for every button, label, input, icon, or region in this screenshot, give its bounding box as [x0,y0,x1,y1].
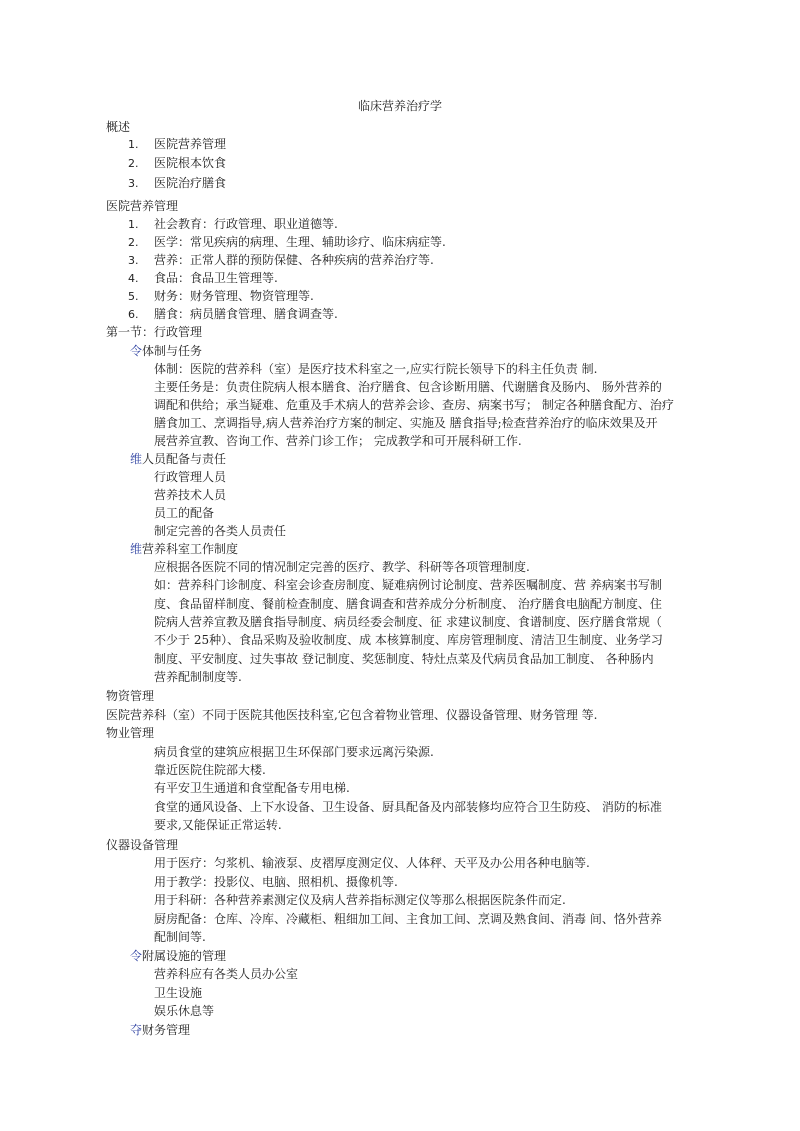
item-number: 5. [128,290,139,303]
bullet-glyph: 令 [130,949,143,963]
bullet-glyph: 令 [130,344,143,358]
bullet-glyph: 夺 [130,1023,143,1037]
body-line: 员工的配备 [154,506,215,520]
body-line: 院病人营养宣教及膳食指导制度、病员经委会制度、征 求建议制度、食谱制度、医疗膳食常规（ [154,615,662,629]
bullet-glyph: 维 [130,452,143,466]
body-line: 靠近医院住院部大楼. [154,763,266,777]
subsection-heading [130,1022,190,1038]
body-line: 有平安卫生通道和食堂配备专用电梯. [154,781,350,795]
management-item [128,252,434,269]
body-line: 要求,又能保证正常运转. [154,818,282,832]
body-line: 制定完善的各类人员责任 [154,524,287,538]
subsection-heading [130,541,238,557]
section-heading: 物资管理 [106,689,155,703]
body-line: 用于医疗：匀浆机、输液泵、皮褶厚度测定仪、人体秤、天平及办公用各种电脑等. [154,856,590,870]
body-line: 娱乐休息等 [154,1004,215,1018]
body-line: 主要任务是：负责住院病人根本膳食、治疗膳食、包含诊断用膳、代谢膳食及肠内、 肠外营养的 [154,380,662,394]
body-line: 病员食堂的建筑应根据卫生环保部门要求远离污染源. [154,745,434,759]
section-heading: 物业管理 [106,726,155,740]
body-line: 营养科应有各类人员办公室 [154,967,299,981]
body-line: 展营养宣教、咨询工作、营养门诊工作； 完成教学和可开展科研工作. [154,434,522,448]
body-line: 食堂的通风设备、上下水设备、卫生设备、厨具配备及内部装修均应符合卫生防疫、 消防的标准 [154,800,662,814]
overview-heading: 概述 [106,120,131,134]
management-heading: 医院营养管理 [106,199,179,213]
overview-item [128,155,226,172]
item-number: 3. [128,254,139,267]
subsection-title: 体制与任务 [142,344,203,358]
item-number: 2. [128,157,139,170]
item-text: 医院根本饮食 [154,156,227,170]
subsection-title: 财务管理 [142,1023,191,1037]
item-number: 3. [128,177,139,190]
body-line: 医院营养科（室）不同于医院其他医技科室,它包含着物业管理、仪器设备管理、财务管理 等. [106,708,598,722]
item-number: 2. [128,236,139,249]
body-line: 制度、平安制度、过失事故 登记制度、奖惩制度、特灶点菜及代病员食品加工制度、 各种肠内 [154,652,654,666]
subsection-title: 人员配备与责任 [142,452,227,466]
item-text: 营养：正常人群的预防保健、各种疾病的营养治疗等. [154,253,434,267]
management-item [128,288,314,305]
item-number: 1. [128,138,139,151]
bullet-glyph: 维 [130,542,143,556]
item-text: 膳食：病员膳食管理、膳食调查等. [154,307,338,321]
item-number: 6. [128,308,139,321]
body-line: 调配和供给；承当疑难、危重及手术病人的营养会诊、查房、病案书写； 制定各种膳食配方、治疗 [154,398,674,412]
body-line: 营养技术人员 [154,488,227,502]
body-line: 不少于 25种）、食品采购及验收制度、成 本核算制度、库房管理制度、清洁卫生制度、业务学习 [154,633,663,647]
item-text: 医学：常见疾病的病理、生理、辅助诊疗、临床病症等. [154,235,446,249]
body-line: 膳食加工、烹调指导,病人营养治疗方案的制定、实施及 膳食指导;检查营养治疗的临床效果及开 [154,416,658,430]
body-line: 用于科研：各种营养素测定仪及病人营养指标测定仪等那么根据医院条件而定. [154,893,566,907]
subsection-title: 营养科室工作制度 [142,542,239,556]
body-line: 如：营养科门诊制度、科室会诊查房制度、疑难病例讨论制度、营养医嘱制度、营 养病案书写制 [154,578,662,592]
body-line: 行政管理人员 [154,470,227,484]
item-text: 食品：食品卫生管理等. [154,271,278,285]
body-line: 体制：医院的营养科（室）是医疗技术科室之一,应实行院长领导下的科主任负责 制. [154,362,598,376]
management-item [128,216,338,233]
overview-item [128,175,226,192]
subsection-title: 附属设施的管理 [142,949,227,963]
document-title: 临床营养治疗学 [357,99,442,113]
subsection-heading [130,343,202,359]
item-text: 医院营养管理 [154,137,227,151]
body-line: 卫生设施 [154,986,203,1000]
item-text: 财务：财务管理、物资管理等. [154,289,314,303]
management-item [128,306,338,323]
section-heading: 仪器设备管理 [106,838,179,852]
subsection-heading [130,451,226,467]
body-line: 营养配制制度等. [154,670,242,684]
overview-item [128,136,226,153]
item-text: 医院治疗膳食 [154,176,227,190]
item-number: 4. [128,272,139,285]
management-item [128,234,446,251]
item-number: 1. [128,218,139,231]
body-line: 度、食品留样制度、餐前检查制度、膳食调查和营养成分分析制度、 治疗膳食电脑配方制度、住 [154,597,662,611]
subsection-heading [130,948,226,964]
item-text: 社会教育：行政管理、职业道德等. [154,217,338,231]
section-heading: 第一节：行政管理 [106,325,203,339]
management-item [128,270,278,287]
body-line: 应根据各医院不同的情况制定完善的医疗、教学、科研等各项管理制度. [154,560,530,574]
body-line: 配制间等. [154,930,206,944]
body-line: 用于教学：投影仪、电脑、照相机、摄像机等. [154,875,398,889]
body-line: 厨房配备：仓库、冷库、冷藏柜、粗细加工间、主食加工间、烹调及熟食间、消毒 间、恪外营养 [154,912,662,926]
